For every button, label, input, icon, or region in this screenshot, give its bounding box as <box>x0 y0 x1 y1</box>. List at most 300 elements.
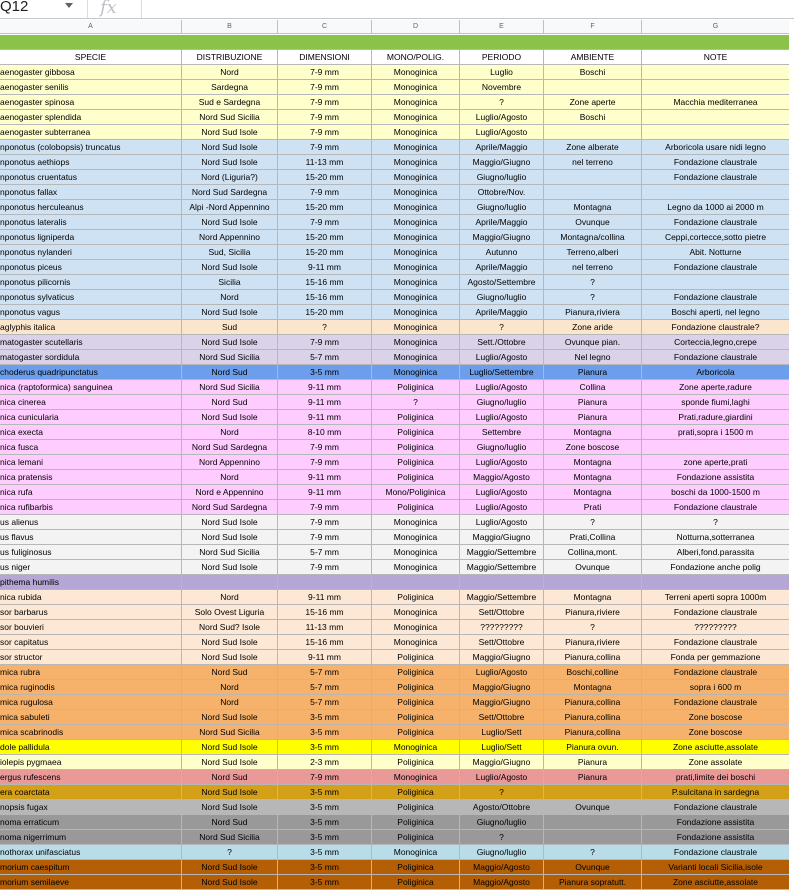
header-cell[interactable]: PERIODO <box>460 50 544 65</box>
table-cell[interactable]: Monoginica <box>372 530 460 545</box>
table-cell[interactable]: 3-5 mm <box>278 725 372 740</box>
column-header-a[interactable]: A <box>0 20 182 33</box>
table-cell[interactable]: prati,limite dei boschi <box>642 770 790 785</box>
table-cell[interactable] <box>544 170 642 185</box>
table-cell[interactable]: nponotus aethiops <box>0 155 182 170</box>
table-cell[interactable]: Nord Sud Isole <box>182 710 278 725</box>
table-cell[interactable]: Nord Sud Sicilia <box>182 110 278 125</box>
table-cell[interactable]: Monoginica <box>372 365 460 380</box>
table-cell[interactable]: Maggio/Giugno <box>460 695 544 710</box>
table-cell[interactable]: 7-9 mm <box>278 185 372 200</box>
table-cell[interactable]: Solo Ovest Liguria <box>182 605 278 620</box>
table-cell[interactable]: Nord Sud Isole <box>182 305 278 320</box>
table-cell[interactable]: ? <box>278 320 372 335</box>
table-cell[interactable]: era coarctata <box>0 785 182 800</box>
table-cell[interactable]: Monoginica <box>372 170 460 185</box>
table-cell[interactable]: Sud <box>182 320 278 335</box>
table-cell[interactable]: Maggio/Settembre <box>460 590 544 605</box>
table-cell[interactable]: Nord Sud <box>182 395 278 410</box>
table-cell[interactable]: 7-9 mm <box>278 500 372 515</box>
table-cell[interactable]: 7-9 mm <box>278 455 372 470</box>
table-cell[interactable]: Poliginica <box>372 590 460 605</box>
table-cell[interactable]: Poliginica <box>372 755 460 770</box>
table-cell[interactable]: Poliginica <box>372 455 460 470</box>
table-cell[interactable]: 7-9 mm <box>278 215 372 230</box>
table-cell[interactable]: Monoginica <box>372 545 460 560</box>
table-cell[interactable] <box>278 575 372 590</box>
table-cell[interactable]: Fondazione claustrale <box>642 845 790 860</box>
table-cell[interactable]: Fondazione claustrale <box>642 665 790 680</box>
table-cell[interactable]: Fondazione claustrale? <box>642 320 790 335</box>
table-cell[interactable]: 11-13 mm <box>278 620 372 635</box>
table-cell[interactable]: Fondazione assistita <box>642 830 790 845</box>
table-cell[interactable]: Monoginica <box>372 65 460 80</box>
table-cell[interactable]: Luglio/Agosto <box>460 770 544 785</box>
header-cell[interactable]: AMBIENTE <box>544 50 642 65</box>
table-cell[interactable]: Giugno/luglio <box>460 395 544 410</box>
table-cell[interactable]: 5-7 mm <box>278 545 372 560</box>
table-cell[interactable]: 3-5 mm <box>278 740 372 755</box>
table-cell[interactable]: Alberi,fond.parassita <box>642 545 790 560</box>
table-cell[interactable]: Nord <box>182 680 278 695</box>
table-cell[interactable]: us fuliginosus <box>0 545 182 560</box>
table-cell[interactable]: nica rufa <box>0 485 182 500</box>
table-cell[interactable]: Poliginica <box>372 860 460 875</box>
table-cell[interactable]: ? <box>544 275 642 290</box>
table-cell[interactable] <box>544 125 642 140</box>
table-cell[interactable]: nica pratensis <box>0 470 182 485</box>
table-cell[interactable]: Fondazione claustrale <box>642 155 790 170</box>
table-cell[interactable]: 7-9 mm <box>278 440 372 455</box>
table-cell[interactable]: Nord Sud Isole <box>182 785 278 800</box>
table-cell[interactable]: Nord <box>182 65 278 80</box>
table-cell[interactable]: 7-9 mm <box>278 515 372 530</box>
table-cell[interactable]: Nord Sud Isole <box>182 860 278 875</box>
table-cell[interactable]: Fondazione assistita <box>642 470 790 485</box>
table-cell[interactable]: Prati,Collina <box>544 530 642 545</box>
table-cell[interactable]: noma nigerrimum <box>0 830 182 845</box>
table-cell[interactable]: nponotus lateralis <box>0 215 182 230</box>
table-cell[interactable]: ????????? <box>642 620 790 635</box>
table-cell[interactable]: ? <box>642 515 790 530</box>
table-cell[interactable]: Boschi,colline <box>544 665 642 680</box>
table-cell[interactable]: ? <box>544 290 642 305</box>
table-cell[interactable]: 3-5 mm <box>278 875 372 890</box>
table-cell[interactable]: Zone aride <box>544 320 642 335</box>
table-cell[interactable]: nponotus (colobopsis) truncatus <box>0 140 182 155</box>
table-cell[interactable]: Boschi <box>544 110 642 125</box>
table-cell[interactable] <box>642 575 790 590</box>
header-cell[interactable]: SPECIE <box>0 50 182 65</box>
table-cell[interactable]: Fondazione claustrale <box>642 170 790 185</box>
table-cell[interactable] <box>182 575 278 590</box>
header-cell[interactable]: MONO/POLIG. <box>372 50 460 65</box>
table-cell[interactable]: Nord Sud <box>182 815 278 830</box>
table-cell[interactable]: Montagna <box>544 425 642 440</box>
table-cell[interactable]: mica rugulosa <box>0 695 182 710</box>
table-cell[interactable]: Monoginica <box>372 155 460 170</box>
table-cell[interactable]: Luglio/Sett <box>460 740 544 755</box>
table-cell[interactable]: sor capitatus <box>0 635 182 650</box>
table-cell[interactable]: Fondazione claustrale <box>642 635 790 650</box>
table-cell[interactable]: 7-9 mm <box>278 65 372 80</box>
table-cell[interactable]: matogaster sordidula <box>0 350 182 365</box>
table-cell[interactable]: Sett/Ottobre <box>460 605 544 620</box>
table-cell[interactable]: Maggio/Settembre <box>460 560 544 575</box>
table-cell[interactable]: Pianura,collina <box>544 725 642 740</box>
table-cell[interactable]: Nord Sud Sardegna <box>182 440 278 455</box>
table-cell[interactable]: Monoginica <box>372 605 460 620</box>
table-cell[interactable]: boschi da 1000-1500 m <box>642 485 790 500</box>
table-cell[interactable]: Luglio <box>460 65 544 80</box>
table-cell[interactable]: Nord <box>182 425 278 440</box>
table-cell[interactable]: Monoginica <box>372 200 460 215</box>
table-cell[interactable]: Poliginica <box>372 710 460 725</box>
table-cell[interactable]: 7-9 mm <box>278 140 372 155</box>
table-cell[interactable]: aglyphis italica <box>0 320 182 335</box>
table-cell[interactable]: 9-11 mm <box>278 410 372 425</box>
table-cell[interactable]: nponotus fallax <box>0 185 182 200</box>
table-cell[interactable]: choderus quadripunctatus <box>0 365 182 380</box>
table-cell[interactable]: Nord Sud Sicilia <box>182 380 278 395</box>
table-cell[interactable]: nel terreno <box>544 155 642 170</box>
table-cell[interactable]: Fondazione claustrale <box>642 290 790 305</box>
table-cell[interactable]: Alpi -Nord Appennino <box>182 200 278 215</box>
band-cell[interactable] <box>0 35 182 50</box>
header-cell[interactable]: NOTE <box>642 50 790 65</box>
table-cell[interactable]: Montagna <box>544 485 642 500</box>
table-cell[interactable]: aenogaster splendida <box>0 110 182 125</box>
table-cell[interactable]: Monoginica <box>372 335 460 350</box>
table-cell[interactable]: morium caespitum <box>0 860 182 875</box>
table-cell[interactable]: ? <box>544 620 642 635</box>
table-cell[interactable]: us niger <box>0 560 182 575</box>
table-cell[interactable]: ? <box>372 395 460 410</box>
table-cell[interactable]: Montagna/collina <box>544 230 642 245</box>
table-cell[interactable]: Monoginica <box>372 260 460 275</box>
table-cell[interactable]: 5-7 mm <box>278 350 372 365</box>
table-cell[interactable]: Pianura <box>544 365 642 380</box>
table-cell[interactable]: 3-5 mm <box>278 830 372 845</box>
table-cell[interactable]: Varianti locali Sicilia,isole <box>642 860 790 875</box>
table-cell[interactable]: Pianura,riviera <box>544 305 642 320</box>
table-cell[interactable]: Monoginica <box>372 275 460 290</box>
table-cell[interactable]: Poliginica <box>372 425 460 440</box>
table-cell[interactable]: Terreni aperti sopra 1000m <box>642 590 790 605</box>
table-cell[interactable]: Nord Sud Isole <box>182 155 278 170</box>
table-cell[interactable]: Boschi <box>544 65 642 80</box>
table-cell[interactable]: Maggio/Giugno <box>460 650 544 665</box>
table-cell[interactable]: Fondazione anche polig <box>642 560 790 575</box>
table-cell[interactable]: Nord Sud Isole <box>182 140 278 155</box>
table-cell[interactable]: Poliginica <box>372 680 460 695</box>
table-cell[interactable]: Poliginica <box>372 725 460 740</box>
table-cell[interactable] <box>544 815 642 830</box>
table-cell[interactable] <box>544 785 642 800</box>
table-cell[interactable]: Ceppi,cortecce,sotto pietre <box>642 230 790 245</box>
table-cell[interactable] <box>642 185 790 200</box>
table-cell[interactable]: 7-9 mm <box>278 80 372 95</box>
table-cell[interactable]: Fondazione claustrale <box>642 260 790 275</box>
band-cell[interactable] <box>642 35 790 50</box>
table-cell[interactable]: 9-11 mm <box>278 650 372 665</box>
table-cell[interactable]: Maggio/Giugno <box>460 530 544 545</box>
band-cell[interactable] <box>182 35 278 50</box>
table-cell[interactable]: Pianura ovun. <box>544 740 642 755</box>
table-cell[interactable]: 7-9 mm <box>278 110 372 125</box>
table-cell[interactable]: 3-5 mm <box>278 800 372 815</box>
table-cell[interactable]: Maggio/Giugno <box>460 680 544 695</box>
table-cell[interactable]: Nord <box>182 590 278 605</box>
table-cell[interactable]: Poliginica <box>372 470 460 485</box>
table-cell[interactable]: nel terreno <box>544 260 642 275</box>
table-cell[interactable]: Nord <box>182 695 278 710</box>
table-cell[interactable]: ? <box>182 845 278 860</box>
table-cell[interactable]: Prati,radure,giardini <box>642 410 790 425</box>
table-cell[interactable]: Legno da 1000 ai 2000 m <box>642 200 790 215</box>
table-cell[interactable]: sor bouvieri <box>0 620 182 635</box>
table-cell[interactable]: Fondazione claustrale <box>642 605 790 620</box>
table-cell[interactable]: 5-7 mm <box>278 695 372 710</box>
table-cell[interactable]: Nord Sud Isole <box>182 530 278 545</box>
table-cell[interactable]: Nord Sud <box>182 770 278 785</box>
table-cell[interactable]: Nord Sud Isole <box>182 635 278 650</box>
table-cell[interactable]: Zone aperte,radure <box>642 380 790 395</box>
table-cell[interactable]: Monoginica <box>372 245 460 260</box>
table-cell[interactable]: Pianura <box>544 770 642 785</box>
table-cell[interactable]: mica ruginodis <box>0 680 182 695</box>
column-header-f[interactable]: F <box>544 20 642 33</box>
table-cell[interactable]: Aprile/Maggio <box>460 215 544 230</box>
table-cell[interactable]: Aprile/Maggio <box>460 305 544 320</box>
table-cell[interactable]: ? <box>544 515 642 530</box>
table-cell[interactable]: 3-5 mm <box>278 365 372 380</box>
header-cell[interactable]: DIMENSIONI <box>278 50 372 65</box>
table-cell[interactable]: us alienus <box>0 515 182 530</box>
table-cell[interactable]: Nord Sud Isole <box>182 125 278 140</box>
table-cell[interactable]: Monoginica <box>372 560 460 575</box>
table-cell[interactable]: Maggio/Giugno <box>460 155 544 170</box>
table-cell[interactable]: dole pallidula <box>0 740 182 755</box>
table-cell[interactable]: 3-5 mm <box>278 815 372 830</box>
table-cell[interactable]: 3-5 mm <box>278 710 372 725</box>
table-cell[interactable]: Pianura,riviere <box>544 605 642 620</box>
table-cell[interactable]: nica lemani <box>0 455 182 470</box>
table-cell[interactable]: Nord Sud Sardegna <box>182 185 278 200</box>
table-cell[interactable]: sopra i 600 m <box>642 680 790 695</box>
table-cell[interactable]: nica fusca <box>0 440 182 455</box>
table-cell[interactable]: Montagna <box>544 470 642 485</box>
table-cell[interactable]: Poliginica <box>372 665 460 680</box>
table-cell[interactable]: 5-7 mm <box>278 665 372 680</box>
table-cell[interactable]: Luglio/Sett <box>460 725 544 740</box>
table-cell[interactable]: Luglio/Agosto <box>460 500 544 515</box>
table-cell[interactable]: Nord Sud Isole <box>182 515 278 530</box>
table-cell[interactable]: Monoginica <box>372 80 460 95</box>
table-cell[interactable]: Settembre <box>460 425 544 440</box>
table-cell[interactable]: Monoginica <box>372 320 460 335</box>
table-cell[interactable] <box>642 65 790 80</box>
table-cell[interactable]: 15-20 mm <box>278 170 372 185</box>
table-cell[interactable]: Monoginica <box>372 305 460 320</box>
table-cell[interactable]: Boschi aperti, nel legno <box>642 305 790 320</box>
table-cell[interactable]: 15-20 mm <box>278 305 372 320</box>
table-cell[interactable]: 7-9 mm <box>278 530 372 545</box>
table-cell[interactable]: nica rubida <box>0 590 182 605</box>
table-cell[interactable]: Luglio/Agosto <box>460 125 544 140</box>
table-cell[interactable]: Nord Sud <box>182 365 278 380</box>
table-cell[interactable]: 15-20 mm <box>278 245 372 260</box>
table-cell[interactable]: Luglio/Agosto <box>460 110 544 125</box>
table-cell[interactable]: Montagna <box>544 455 642 470</box>
table-cell[interactable]: morium semilaeve <box>0 875 182 890</box>
table-cell[interactable]: Zone aperte <box>544 95 642 110</box>
table-cell[interactable]: Collina,mont. <box>544 545 642 560</box>
table-cell[interactable]: 3-5 mm <box>278 860 372 875</box>
table-cell[interactable]: Sicilia <box>182 275 278 290</box>
table-cell[interactable]: Maggio/Giugno <box>460 230 544 245</box>
table-cell[interactable]: 7-9 mm <box>278 770 372 785</box>
table-cell[interactable]: Agosto/Ottobre <box>460 800 544 815</box>
table-cell[interactable]: Nord <box>182 470 278 485</box>
table-cell[interactable]: sponde fiumi,laghi <box>642 395 790 410</box>
table-cell[interactable]: Arboricola usare nidi legno <box>642 140 790 155</box>
table-cell[interactable]: Fondazione assistita <box>642 815 790 830</box>
table-cell[interactable]: 15-16 mm <box>278 635 372 650</box>
table-cell[interactable]: sor barbarus <box>0 605 182 620</box>
table-cell[interactable]: ergus rufescens <box>0 770 182 785</box>
table-cell[interactable]: Poliginica <box>372 410 460 425</box>
table-cell[interactable]: 9-11 mm <box>278 380 372 395</box>
table-cell[interactable] <box>642 275 790 290</box>
table-cell[interactable]: mica sabuleti <box>0 710 182 725</box>
table-cell[interactable]: Giugno/luglio <box>460 290 544 305</box>
table-cell[interactable]: nica cunicularia <box>0 410 182 425</box>
table-cell[interactable]: Sud e Sardegna <box>182 95 278 110</box>
table-cell[interactable]: Ovunque <box>544 560 642 575</box>
table-cell[interactable]: Fondazione claustrale <box>642 800 790 815</box>
table-cell[interactable]: Zone boscose <box>544 440 642 455</box>
table-cell[interactable]: Nord Appennino <box>182 230 278 245</box>
table-cell[interactable]: Ovunque <box>544 860 642 875</box>
table-cell[interactable]: Pianura,collina <box>544 710 642 725</box>
table-cell[interactable]: Pianura <box>544 410 642 425</box>
table-cell[interactable]: Nord Sud Isole <box>182 800 278 815</box>
table-cell[interactable]: Collina <box>544 380 642 395</box>
table-cell[interactable]: Poliginica <box>372 785 460 800</box>
table-cell[interactable]: Nord Sud <box>182 665 278 680</box>
table-cell[interactable]: nica (raptoformica) sanguinea <box>0 380 182 395</box>
table-cell[interactable]: Monoginica <box>372 140 460 155</box>
table-cell[interactable] <box>642 440 790 455</box>
table-cell[interactable]: Poliginica <box>372 800 460 815</box>
table-cell[interactable]: 7-9 mm <box>278 560 372 575</box>
table-cell[interactable]: nponotus cruentatus <box>0 170 182 185</box>
table-cell[interactable]: Giugno/luglio <box>460 845 544 860</box>
table-cell[interactable]: Nord Sud Isole <box>182 650 278 665</box>
table-cell[interactable]: Sett/Ottobre <box>460 635 544 650</box>
table-cell[interactable]: Pianura <box>544 755 642 770</box>
table-cell[interactable]: Maggio/Giugno <box>460 755 544 770</box>
table-cell[interactable]: Nord (Liguria?) <box>182 170 278 185</box>
chevron-down-icon[interactable] <box>65 3 73 8</box>
table-cell[interactable]: noma erraticum <box>0 815 182 830</box>
column-header-b[interactable]: B <box>182 20 278 33</box>
table-cell[interactable]: Ovunque pian. <box>544 335 642 350</box>
table-cell[interactable]: Agosto/Settembre <box>460 275 544 290</box>
band-cell[interactable] <box>278 35 372 50</box>
table-cell[interactable]: Monoginica <box>372 215 460 230</box>
table-cell[interactable]: 9-11 mm <box>278 485 372 500</box>
table-cell[interactable]: Luglio/Agosto <box>460 410 544 425</box>
name-box[interactable]: Q12 <box>0 0 29 15</box>
table-cell[interactable]: Monoginica <box>372 185 460 200</box>
table-cell[interactable]: P.sulcitana in sardegna <box>642 785 790 800</box>
table-cell[interactable]: Nord Sud Isole <box>182 410 278 425</box>
table-cell[interactable]: Monoginica <box>372 740 460 755</box>
table-cell[interactable]: Nord Sud Isole <box>182 215 278 230</box>
table-cell[interactable]: Sardegna <box>182 80 278 95</box>
table-cell[interactable]: ? <box>544 845 642 860</box>
column-header-e[interactable]: E <box>460 20 544 33</box>
table-cell[interactable]: Nord Appennino <box>182 455 278 470</box>
table-cell[interactable]: Monoginica <box>372 110 460 125</box>
table-cell[interactable]: 3-5 mm <box>278 785 372 800</box>
table-cell[interactable]: Abit. Notturne <box>642 245 790 260</box>
table-cell[interactable]: 15-20 mm <box>278 200 372 215</box>
table-cell[interactable]: Corteccia,legno,crepe <box>642 335 790 350</box>
table-cell[interactable]: nponotus ligniperda <box>0 230 182 245</box>
table-cell[interactable]: Monoginica <box>372 845 460 860</box>
table-cell[interactable]: Pianura,collina <box>544 650 642 665</box>
table-cell[interactable]: Pianura <box>544 395 642 410</box>
band-cell[interactable] <box>544 35 642 50</box>
table-cell[interactable]: us flavus <box>0 530 182 545</box>
table-cell[interactable]: Poliginica <box>372 440 460 455</box>
table-cell[interactable]: Poliginica <box>372 875 460 890</box>
table-cell[interactable]: ? <box>460 320 544 335</box>
table-cell[interactable]: Nord Sud Isole <box>182 260 278 275</box>
table-cell[interactable]: prati,sopra i 1500 m <box>642 425 790 440</box>
table-cell[interactable]: mica scabrinodis <box>0 725 182 740</box>
table-cell[interactable]: aenogaster gibbosa <box>0 65 182 80</box>
table-cell[interactable]: Montagna <box>544 590 642 605</box>
table-cell[interactable] <box>642 125 790 140</box>
table-cell[interactable]: Luglio/Agosto <box>460 515 544 530</box>
table-cell[interactable] <box>642 110 790 125</box>
table-cell[interactable] <box>372 575 460 590</box>
column-header-d[interactable]: D <box>372 20 460 33</box>
table-cell[interactable]: nica execta <box>0 425 182 440</box>
table-cell[interactable]: Sud, Sicilia <box>182 245 278 260</box>
table-cell[interactable]: Arboricola <box>642 365 790 380</box>
table-cell[interactable]: Sett/Ottobre <box>460 710 544 725</box>
table-cell[interactable]: ? <box>460 830 544 845</box>
table-cell[interactable]: 9-11 mm <box>278 590 372 605</box>
table-cell[interactable]: Poliginica <box>372 380 460 395</box>
table-cell[interactable]: Nord <box>182 290 278 305</box>
table-cell[interactable]: 15-20 mm <box>278 230 372 245</box>
table-cell[interactable]: nothorax unifasciatus <box>0 845 182 860</box>
table-cell[interactable] <box>544 185 642 200</box>
table-cell[interactable]: Luglio/Settembre <box>460 365 544 380</box>
table-cell[interactable]: Ovunque <box>544 800 642 815</box>
table-cell[interactable]: Fonda per gemmazione <box>642 650 790 665</box>
table-cell[interactable]: ? <box>460 785 544 800</box>
table-cell[interactable]: aenogaster subterranea <box>0 125 182 140</box>
table-cell[interactable]: Maggio/Agosto <box>460 860 544 875</box>
table-cell[interactable]: Ottobre/Nov. <box>460 185 544 200</box>
